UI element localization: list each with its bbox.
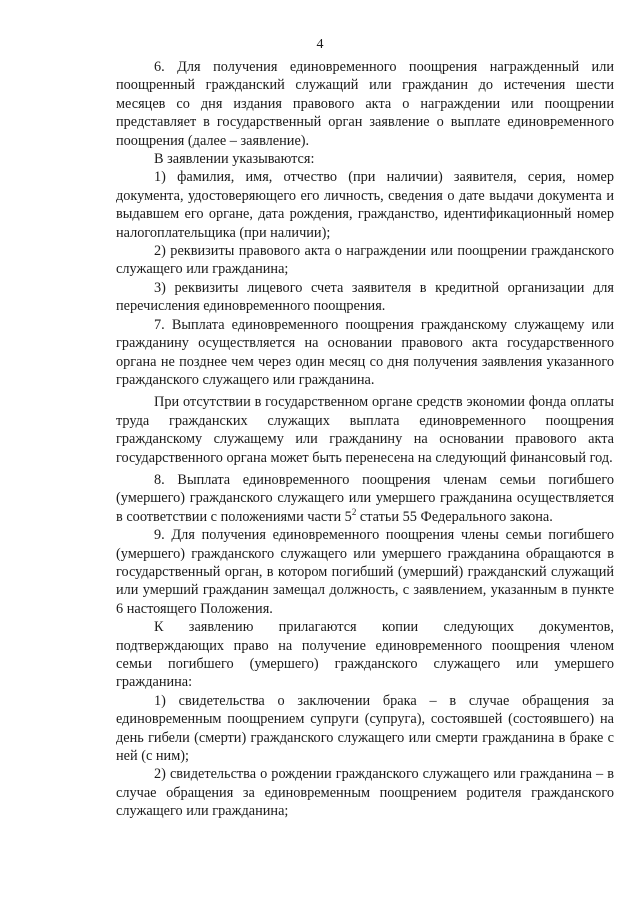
list-item-1-marriage-certificate: 1) свидетельства о заключении брака – в случае обращения за единовременным поощрением супруги (супруга), состоявшей (состоявшего) на день гибели (смерти) гражданского служащего или смерти гражданина в браке с ней (с ним);: [116, 692, 614, 765]
document-body: [116, 58, 614, 821]
paragraph-8-text-end: статьи 55 Федерального закона.: [356, 508, 553, 525]
paragraph-6: 6. Для получения единовременного поощрения награжденный или поощренный гражданский служащий или гражданин до истечения шести месяцев со дня издания правового акта о награждении или поощрении представляет в государственный орган заявление о выплате единовременного поощрения (далее – заявление).: [116, 59, 614, 149]
list-item-1-personal-data: 1) фамилия, имя, отчество (при наличии) заявителя, серия, номер документа, удостоверяющего его личность, сведения о дате выдачи документа и выдавшем его органе, дата рождения, гражданство, идентификационный номер налогоплательщика (при наличии);: [116, 169, 614, 241]
list-item-2-legal-act-details: 2) реквизиты правового акта о награждении или поощрении гражданского служащего или гражданина;: [116, 243, 614, 278]
paragraph-8-text: 8. Выплата единовременного поощрения членам семьи погибшего (умершего) гражданского служащего или умершего гражданина осуществляется в соответствии с положениями части 5: [116, 471, 614, 525]
paragraph-9: 9. Для получения единовременного поощрения члены семьи погибшего (умершего) гражданского служащего или умершего гражданина обращаются в государственный орган, в котором погибший (умерший) гражданский служащий или умерший гражданин замещал должность, с заявлением, указанным в пункте 6 настоящего Положения.: [116, 527, 614, 617]
paragraph-8-superscript: 2: [351, 506, 357, 517]
paragraph-7: 7. Выплата единовременного поощрения гражданскому служащему или гражданину осуществляется на основании правового акта государственного органа не позднее чем через один месяц со дня получения заявления указанного гражданского служащего или гражданина.: [116, 316, 614, 388]
list-item-2-birth-certificate: 2) свидетельства о рождении гражданского служащего или гражданина – в случае обращения за единовременным поощрением родителя гражданского служащего или гражданина;: [116, 766, 614, 820]
page-number: 4: [316, 37, 324, 52]
paragraph-8: [116, 471, 614, 526]
paragraph-7-funding-shortfall: При отсутствии в государственном органе средств экономии фонда оплаты труда гражданских служащих выплата единовременного поощрения гражданскому служащему или гражданину на основании правового акта государственного органа может быть перенесена на следующий финансовый год.: [116, 394, 614, 466]
list-item-3-bank-account-details: 3) реквизиты лицевого счета заявителя в кредитной организации для перечисления единовременного поощрения.: [116, 279, 614, 315]
paragraph-attached-documents-intro: К заявлению прилагаются копии следующих документов, подтверждающих право на получение единовременного поощрения членом семьи погибшего (умершего) гражданского служащего или умершего гражданина:: [116, 619, 614, 691]
paragraph-application-contents-intro: В заявлении указываются:: [154, 151, 315, 168]
